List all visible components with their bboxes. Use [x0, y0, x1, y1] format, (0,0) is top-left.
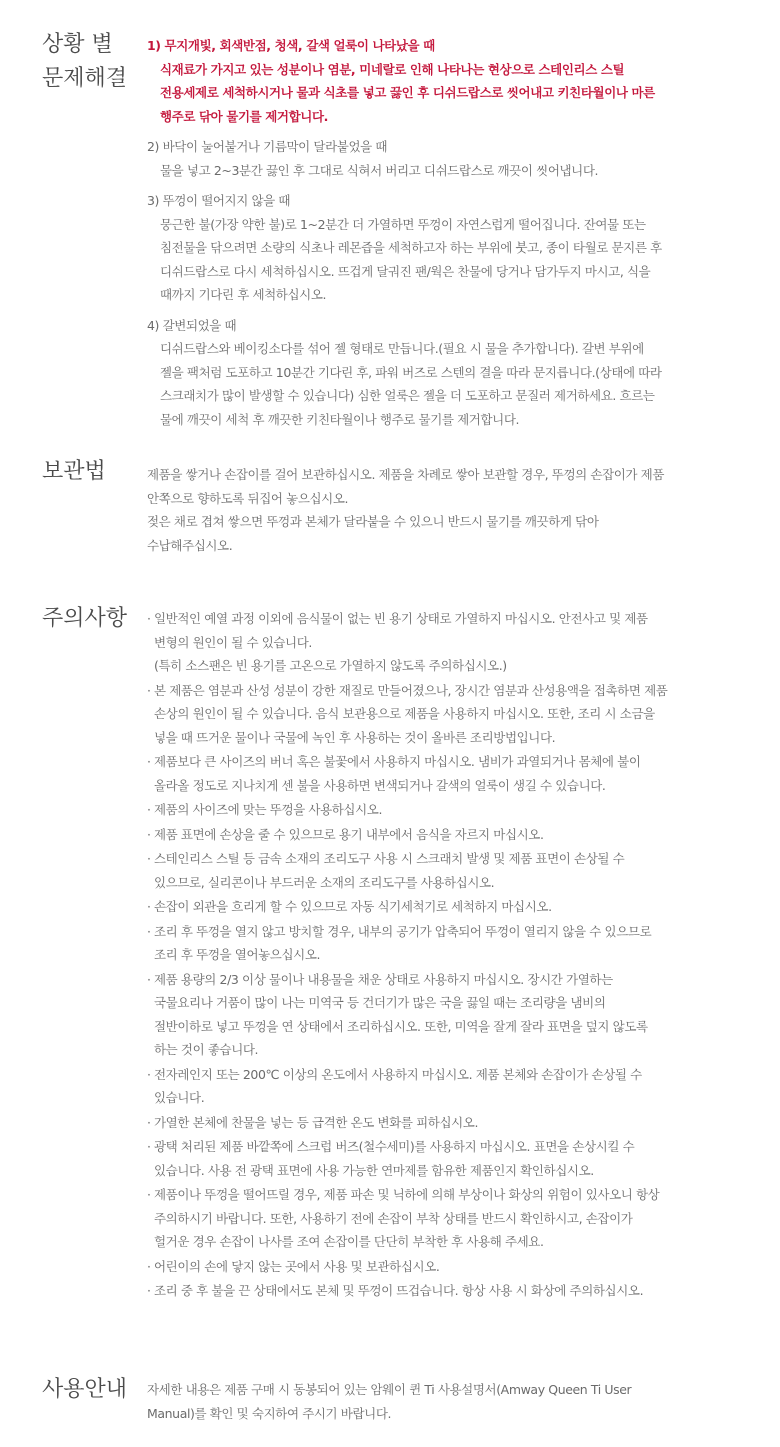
bullet-mark: ·	[147, 1114, 151, 1130]
caution-item	[147, 968, 747, 1062]
storage-heading: 보관법	[42, 459, 106, 484]
caution-line	[147, 798, 747, 822]
usage-heading: 사용안내	[42, 1377, 128, 1402]
bullet-mark: ·	[147, 802, 151, 817]
caution-line	[147, 1111, 747, 1135]
caution-item	[147, 679, 747, 750]
caution-text: 일반적인 예열 과정 이외에 음식물이 없는 빈 용기 상태로 가열하지 마십시오. 안전사고 및 제품	[154, 611, 648, 626]
troubleshooting-item-text: 스크래치가 많이 발생할 수 있습니다) 심한 얼룩은 젤을 더 도포하고 문질러 제거하세요. 흐르는	[160, 388, 655, 403]
usage-body	[147, 1378, 747, 1425]
caution-text: 제품 용량의 2/3 이상 물이나 내용물을 채운 상태로 사용하지 마십시오. 장시간 가열하는	[154, 971, 613, 987]
caution-item	[147, 1111, 747, 1135]
storage-body	[147, 463, 747, 557]
caution-text: 변형의 원인이 될 수 있습니다.	[154, 634, 312, 650]
caution-text: 절반이하로 넣고 뚜껑을 연 상태에서 조리하십시오. 또한, 미역을 잘게 잘라 표면을 덮지 않도록	[154, 1018, 648, 1034]
troubleshooting-item-text: 뭉근한 불(가장 약한 불)로 1~2분간 더 가열하면 뚜껑이 자연스럽게 떨어집니다. 잔여물 또는	[160, 216, 646, 232]
bullet-mark: ·	[147, 826, 151, 842]
caution-item	[147, 1255, 747, 1279]
troubleshooting-item	[147, 314, 747, 432]
caution-line	[147, 750, 747, 774]
caution-line	[147, 1015, 747, 1039]
caution-text: 제품보다 큰 사이즈의 버너 혹은 불꽃에서 사용하지 마십시오. 냄비가 과열되거나 몸체에 불이	[154, 754, 641, 769]
troubleshooting-item-title: 3) 뚜껑이 떨어지지 않을 때	[147, 193, 291, 208]
bullet-mark: ·	[147, 1139, 151, 1154]
caution-text: 가열한 본체에 찬물을 넣는 등 급격한 온도 변화를 피하십시오.	[154, 1114, 479, 1130]
bullet-mark: ·	[147, 682, 151, 698]
troubleshooting-item	[147, 34, 747, 128]
troubleshooting-heading	[42, 28, 127, 96]
storage-text-line: 제품을 쌓거나 손잡이를 걸어 보관하십시오. 제품을 차례로 쌓아 보관할 경우, 뚜껑의 손잡이가 제품	[147, 467, 665, 482]
caution-item	[147, 1135, 747, 1182]
caution-item	[147, 920, 747, 967]
troubleshooting-heading-line2: 문제해결	[42, 66, 128, 91]
caution-item	[147, 1183, 747, 1254]
troubleshooting-item-text: 때까지 기다린 후 세척하십시오.	[160, 287, 327, 302]
caution-text: 손상의 원인이 될 수 있습니다. 음식 보관용으로 제품을 사용하지 마십시오. 또한, 조리 시 소금을	[154, 706, 655, 721]
troubleshooting-item-title: 4) 갈변되었을 때	[147, 317, 237, 333]
bullet-mark: ·	[147, 851, 151, 866]
caution-line	[147, 1063, 747, 1087]
caution-item	[147, 1279, 747, 1303]
caution-item	[147, 847, 747, 894]
troubleshooting-body	[147, 34, 747, 438]
troubleshooting-item-title: 1) 무지개빛, 회색반점, 청색, 갈색 얼룩이 나타났을 때	[147, 38, 435, 53]
caution-line	[147, 991, 747, 1015]
usage-text-line: 자세한 내용은 제품 구매 시 동봉되어 있는 암웨이 퀸 Ti 사용설명서(Amway Queen Ti User	[147, 1382, 632, 1397]
caution-text: 올라올 정도로 지나치게 센 불을 사용하면 변색되거나 갈색의 얼룩이 생길 수 있습니다.	[154, 777, 606, 793]
caution-text: (특히 소스팬은 빈 용기를 고온으로 가열하지 않도록 주의하십시오.)	[154, 658, 507, 673]
cautions-heading: 주의사항	[42, 606, 128, 631]
troubleshooting-item-text: 전용세제로 세척하시거나 물과 식초를 넣고 끓인 후 디쉬드랍스로 씻어내고 키친타월이나 마른	[160, 85, 655, 100]
caution-text: 하는 것이 좋습니다.	[154, 1042, 259, 1057]
troubleshooting-item-text: 디쉬드랍스로 다시 세척하십시오. 뜨겁게 달궈진 팬/웍은 찬물에 당거나 담가두지 마시고, 식을	[160, 263, 651, 279]
troubleshooting-item	[147, 135, 747, 182]
caution-item	[147, 607, 747, 678]
troubleshooting-item-text: 식재료가 가지고 있는 성분이나 염분, 미네랄로 인해 나타나는 현상으로 스테인리스 스틸	[160, 61, 625, 77]
caution-line	[147, 702, 747, 726]
caution-text: 제품이나 뚜껑을 떨어뜨릴 경우, 제품 파손 및 닉하에 의해 부상이나 화상의 위험이 있사오니 항상	[154, 1187, 660, 1202]
caution-line	[147, 631, 747, 655]
caution-line	[147, 1135, 747, 1159]
caution-text: 국물요리나 거품이 많이 나는 미역국 등 건더기가 많은 국을 끓일 때는 조리량을 냄비의	[154, 995, 606, 1010]
caution-line	[147, 679, 747, 703]
caution-line	[147, 726, 747, 750]
storage-text-line: 젖은 채로 겹쳐 쌓으면 뚜껑과 본체가 달라붙을 수 있으니 반드시 물기를 깨끗하게 닦아	[147, 514, 599, 529]
bullet-mark: ·	[147, 899, 151, 914]
troubleshooting-item-text: 젤을 팩처럼 도포하고 10분간 기다린 후, 파워 버즈로 스텐의 결을 따라 문지릅니다.(상태에 따라	[160, 364, 662, 380]
caution-line	[147, 823, 747, 847]
caution-text: 스테인리스 스틸 등 금속 소재의 조리도구 사용 시 스크래치 발생 및 제품 표면이 손상될 수	[154, 851, 625, 866]
caution-line	[147, 1159, 747, 1183]
caution-text: 넣을 때 뜨거운 물이나 국물에 녹인 후 사용하는 것이 올바른 조리방법입니다.	[154, 729, 556, 745]
caution-line	[147, 871, 747, 895]
troubleshooting-item-text: 침전물을 닦으려면 소량의 식초나 레몬즙을 세척하고자 하는 부위에 붓고, 종이 타월로 문지른 후	[160, 240, 662, 255]
caution-line	[147, 895, 747, 919]
bullet-mark: ·	[147, 971, 151, 987]
caution-line	[147, 943, 747, 967]
usage-text-line: Manual)를 확인 및 숙지하여 주시기 바랍니다.	[147, 1405, 392, 1421]
caution-text: 있습니다.	[154, 1090, 205, 1105]
caution-line	[147, 968, 747, 992]
caution-item	[147, 798, 747, 822]
caution-text: 조리 후 뚜껑을 열어놓으십시오.	[154, 947, 321, 962]
bullet-mark: ·	[147, 1258, 151, 1274]
caution-line	[147, 774, 747, 798]
troubleshooting-heading-line1: 상황 별	[42, 32, 113, 57]
caution-line	[147, 1183, 747, 1207]
caution-text: 전자레인지 또는 200℃ 이상의 온도에서 사용하지 마십시오. 제품 본체와 손잡이가 손상될 수	[154, 1066, 642, 1082]
caution-text: 있으므로, 실리콘이나 부드러운 소재의 조리도구를 사용하십시오.	[154, 874, 495, 890]
caution-text: 헐거운 경우 손잡이 나사를 조여 손잡이를 단단히 부착한 후 사용해 주세요.	[154, 1234, 544, 1249]
caution-text: 손잡이 외관을 흐리게 할 수 있으므로 자동 식기세척기로 세척하지 마십시오.	[154, 899, 552, 914]
caution-text: 있습니다. 사용 전 광택 표면에 사용 가능한 연마제를 함유한 제품인지 확인하십시오.	[154, 1162, 594, 1178]
troubleshooting-item-text: 물을 넣고 2~3분간 끓인 후 그대로 식혀서 버리고 디쉬드랍스로 깨끗이 씻어냅니다.	[160, 162, 599, 178]
cautions-body	[147, 607, 747, 1304]
caution-text: 조리 후 뚜껑을 열지 않고 방치할 경우, 내부의 공기가 압축되어 뚜껑이 열리지 않을 수 있으므로	[154, 923, 652, 939]
bullet-mark: ·	[147, 923, 151, 939]
troubleshooting-item-text: 물에 깨끗이 세척 후 깨끗한 키친타월이나 행주로 물기를 제거합니다.	[160, 411, 520, 427]
bullet-mark: ·	[147, 1066, 151, 1082]
troubleshooting-item-title: 2) 바닥이 눌어붙거나 기름막이 달라붙었을 때	[147, 139, 388, 154]
caution-item	[147, 1063, 747, 1110]
caution-line	[147, 1086, 747, 1110]
troubleshooting-item-text: 행주로 닦아 물기를 제거합니다.	[160, 108, 328, 124]
caution-text: 어린이의 손에 닿지 않는 곳에서 사용 및 보관하십시오.	[154, 1258, 440, 1274]
caution-line	[147, 1279, 747, 1303]
caution-line	[147, 847, 747, 871]
caution-text: 광택 처리된 제품 바깥쪽에 스크럽 버즈(철수세미)를 사용하지 마십시오. 표면을 손상시킬 수	[154, 1139, 635, 1154]
bullet-mark: ·	[147, 1283, 151, 1298]
caution-text: 조리 중 후 불을 끈 상태에서도 본체 및 뚜껑이 뜨겁습니다. 항상 사용 시 화상에 주의하십시오.	[154, 1283, 644, 1298]
caution-item	[147, 750, 747, 797]
caution-text: 주의하시기 바랍니다. 또한, 사용하기 전에 손잡이 부착 상태를 반드시 확인하시고, 손잡이가	[154, 1210, 633, 1226]
troubleshooting-item-text: 디쉬드랍스와 베이킹소다를 섞어 젤 형태로 만듭니다.(필요 시 물을 추가합니다). 갈변 부위에	[160, 341, 644, 356]
bullet-mark: ·	[147, 611, 151, 626]
caution-line	[147, 1038, 747, 1062]
storage-text-line: 수납해주십시오.	[147, 537, 233, 553]
caution-line	[147, 1255, 747, 1279]
caution-item	[147, 823, 747, 847]
caution-line	[147, 920, 747, 944]
caution-text: 본 제품은 염분과 산성 성분이 강한 재질로 만들어졌으나, 장시간 염분과 산성용액을 접촉하면 제품	[154, 682, 668, 698]
bullet-mark: ·	[147, 754, 151, 769]
caution-line	[147, 607, 747, 631]
caution-text: 제품 표면에 손상을 줄 수 있으므로 용기 내부에서 음식을 자르지 마십시오.	[154, 826, 544, 842]
troubleshooting-item	[147, 189, 747, 307]
storage-text-line: 안쪽으로 향하도록 뒤집어 놓으십시오.	[147, 490, 349, 506]
caution-line	[147, 1207, 747, 1231]
caution-text: 제품의 사이즈에 맞는 뚜껑을 사용하십시오.	[154, 802, 383, 817]
caution-line	[147, 654, 747, 678]
bullet-mark: ·	[147, 1187, 151, 1202]
caution-line	[147, 1230, 747, 1254]
caution-item	[147, 895, 747, 919]
